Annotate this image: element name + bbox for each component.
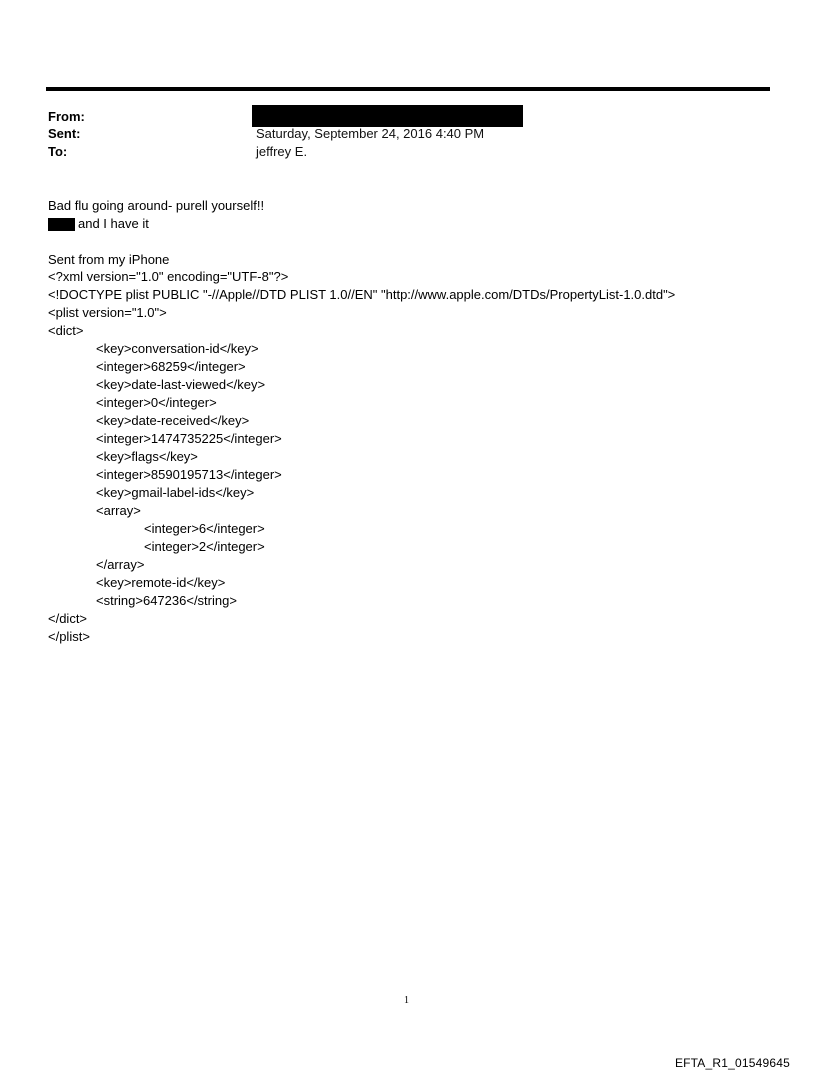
sent-label: Sent: — [48, 126, 81, 141]
xml-plist-open: <plist version="1.0"> — [48, 305, 167, 320]
xml-key-conversation-id: <key>conversation-id</key> — [96, 341, 259, 356]
xml-declaration: <?xml version="1.0" encoding="UTF-8"?> — [48, 269, 289, 284]
xml-value-date-received: <integer>1474735225</integer> — [96, 431, 282, 446]
message-line-2: and I have it — [78, 216, 149, 231]
header-rule — [46, 87, 770, 91]
xml-key-date-last-viewed: <key>date-last-viewed</key> — [96, 377, 266, 392]
xml-plist-close: </plist> — [48, 629, 90, 644]
message-signature: Sent from my iPhone — [48, 252, 170, 267]
xml-value-date-last-viewed: <integer>0</integer> — [96, 395, 217, 410]
xml-key-flags: <key>flags</key> — [96, 449, 198, 464]
name-redaction — [48, 218, 75, 231]
xml-dict-close: </dict> — [48, 611, 88, 626]
xml-array-item-1: <integer>6</integer> — [144, 521, 265, 536]
xml-key-remote-id: <key>remote-id</key> — [96, 575, 226, 590]
xml-value-flags: <integer>8590195713</integer> — [96, 467, 282, 482]
xml-key-date-received: <key>date-received</key> — [96, 413, 250, 428]
from-redaction — [252, 105, 523, 127]
xml-key-gmail-label-ids: <key>gmail-label-ids</key> — [96, 485, 255, 500]
sent-value: Saturday, September 24, 2016 4:40 PM — [256, 126, 485, 141]
xml-array-item-2: <integer>2</integer> — [144, 539, 265, 554]
xml-array-open: <array> — [96, 503, 141, 518]
message-line-1: Bad flu going around- purell yourself!! — [48, 198, 265, 213]
xml-value-remote-id: <string>647236</string> — [96, 593, 237, 608]
to-label: To: — [48, 144, 68, 159]
page-number: 1 — [404, 995, 409, 1006]
xml-doctype: <!DOCTYPE plist PUBLIC "-//Apple//DTD PLIST 1.0//EN" "http://www.apple.com/DTDs/PropertyList-1.0.dtd"> — [48, 287, 676, 302]
xml-dict-open: <dict> — [48, 323, 84, 338]
xml-array-close: </array> — [96, 557, 145, 572]
from-label: From: — [48, 109, 85, 124]
xml-value-conversation-id: <integer>68259</integer> — [96, 359, 246, 374]
to-value: jeffrey E. — [256, 144, 308, 159]
bates-number: EFTA_R1_01549645 — [674, 1056, 790, 1070]
